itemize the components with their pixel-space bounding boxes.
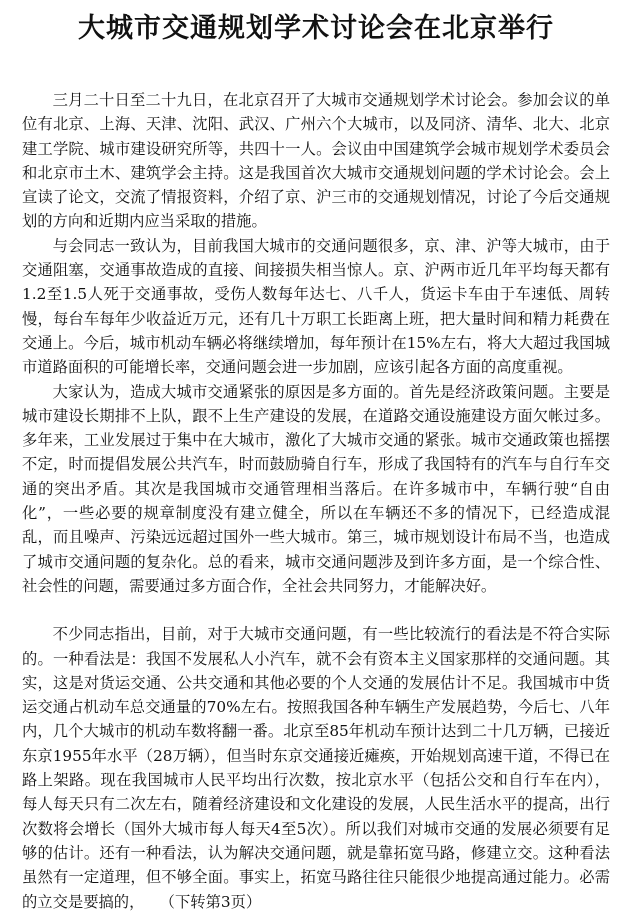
paragraph-1: 三月二十日至二十九日，在北京召开了大城市交通规划学术讨论会。参加会议的单位有北京、上海、天津、沈阳、武汉、广州六个大城市，以及同济、清华、北大、北京建工学院、城市建设研究所等，共四十一人。会议由中国建筑学会城市规划学术委员会和北京市土木、建筑学会主持。这是我国首次大城市交通规划问题的学术讨论会。会上宣读了论文，交流了情报资料，介绍了京、沪三市的交通规划情况，讨论了今后交通规划的方向和近期内应当采取的措施。: [22, 91, 610, 231]
paragraph-gap: [22, 598, 610, 622]
continuation-note: （下转第3页）: [167, 892, 262, 911]
paragraph-2: 与会同志一致认为，目前我国大城市的交通问题很多，京、津、沪等大城市，由于交通阻塞，交通事故造成的直接、间接损失相当惊人。京、沪两市近几年平均每天都有1.2至1.5人死于交通事故，受伤人数每年达七、八千人，货运卡车由于车速低、周转慢，每台车每年少收益近万元，还有几十万职工长距离上班，把大量时间和精力耗费在交通上。今后，城市机动车辆必将继续增加，每年预计在15%左右，将大大超过我国城市道路面积的可能增长率，交通问题会进一步加剧，应该引起各方面的高度重视。: [22, 236, 610, 377]
paragraph-3: 大家认为，造成大城市交通紧张的原因是多方面的。首先是经济政策问题。主要是城市建设长期排不上队，跟不上生产建设的发展，在道路交通设施建设方面欠帐过多。多年来，工业发展过于集中在大城市，激化了大城市交通的紧张。城市交通政策也摇摆不定，时而提倡发展公共汽车，时而鼓励骑自行车，形成了我国特有的汽车与自行车交通的突出矛盾。其次是我国城市交通管理相当落后。在许多城市中，车辆行驶“自由化”，一些必要的规章制度没有建立健全，所以在车辆还不多的情况下，已经造成混乱，而且噪声、污染远远超过国外一些大城市。第三，城市规划设计布局不当，也造成了城市交通问题的复杂化。总的看来，城市交通问题涉及到许多方面，是一个综合性、社会性的问题，需要通过多方面合作，全社会共同努力，才能解决好。: [22, 382, 610, 595]
article-title: 大城市交通规划学术讨论会在北京举行: [78, 13, 554, 44]
paragraph-4-text: 不少同志指出，目前，对于大城市交通问题，有一些比较流行的看法是不符合实际的。一种看法是：我国不发展私人小汽车，就不会有资本主义国家那样的交通问题。其实，这是对货运交通、公共交通和其他必要的个人交通的发展估计不足。我国城市中货运交通占机动车总交通量的70%左右。按照我国各种车辆生产发展趋势，今后七、八年内，几个大城市的机动车数将翻一番。北京至85年机动车预计达到二十几万辆，已接近东京1955年水平（28万辆），但当时东京交通接近瘫痪，开始规划高速干道，不得已在路上架路。现在我国城市人民平均出行次数，按北京水平（包括公交和自行车在内），每人每天只有二次左右，随着经济建设和文化建设的发展，人民生活水平的提高，出行次数将会增长（国外大城市每人每天4至5次）。所以我们对城市交通的发展必须要有足够的估计。还有一种看法，认为解决交通问题，就是靠拓宽马路，修建立交。这种看法虽然有一定道理，但不够全面。事实上，拓宽马路往往只能很少地提高通过能力。必需的立交是要搞的，: [22, 625, 610, 911]
paragraph-4: [22, 622, 610, 914]
article-body: [22, 88, 610, 914]
